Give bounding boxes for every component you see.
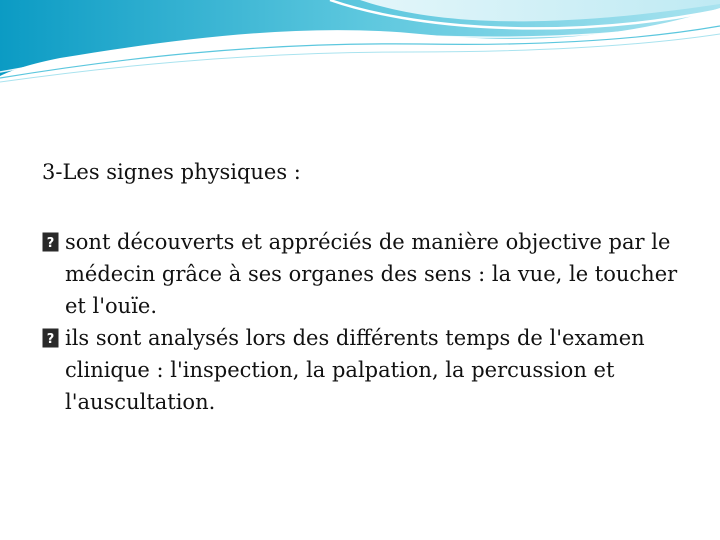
header-wave-decoration bbox=[0, 0, 720, 90]
missing-glyph-icon bbox=[42, 232, 59, 252]
slide-content bbox=[42, 156, 682, 418]
bullet-item bbox=[42, 322, 682, 418]
bullet-list bbox=[42, 226, 682, 418]
svg-text:?: ? bbox=[46, 236, 55, 251]
bullet-item bbox=[42, 226, 682, 322]
slide-title: 3-Les signes physiques : bbox=[42, 160, 301, 184]
svg-text:?: ? bbox=[46, 332, 55, 347]
missing-glyph-icon bbox=[42, 328, 59, 348]
bullet-text: ils sont analysés lors des différents temps de l'examen clinique : l'inspection, la palpation, la percussion et l'auscultation. bbox=[65, 326, 645, 414]
bullet-text: sont découverts et appréciés de manière objective par le médecin grâce à ses organes des sens : la vue, le toucher et l'ouïe. bbox=[65, 230, 678, 318]
